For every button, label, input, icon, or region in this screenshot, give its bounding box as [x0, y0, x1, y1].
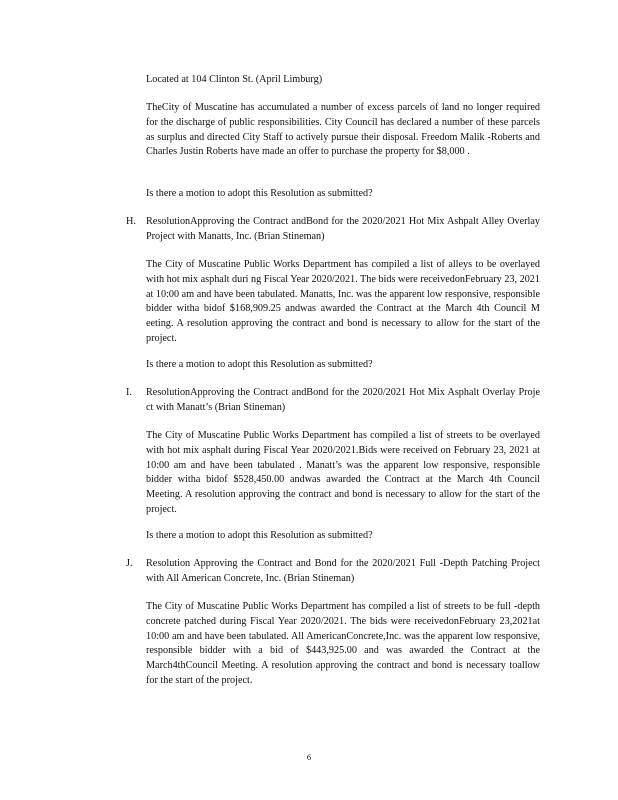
- intro-location-line: Located at 104 Clinton St. (April Limburg): [146, 74, 323, 85]
- item-j-body: The City of Muscatine Public Works Department has compiled a list of streets to be full -depth concrete patched during Fiscal Year 2020/2021. The bids were receivedonFebruary 23,2021at 10:00 am and have been tabulated. All AmericanConcrete,Inc. was the apparent low responsive, responsible bidder with a bid of $443,925.00 and was awarded the Contract at the March4thCouncil Meeting. A resolution approving the contract and bond is necessary toallow for the start of the project.: [146, 601, 540, 686]
- item-i-motion-question: Is there a motion to adopt this Resolution as submitted?: [146, 530, 373, 541]
- page-number: 6: [306, 752, 312, 762]
- intro-motion-question: Is there a motion to adopt this Resolution as submitted?: [146, 188, 373, 199]
- item-i-body: The City of Muscatine Public Works Department has compiled a list of streets to be overlayed with hot mix asphalt during Fiscal Year 2020/2021.Bids were received on February 23, 2021 at 10:00 am and have been tabulated . Manatt’s was the apparent low responsive, responsible bidder witha bidof $528,450.00 andwas awarded the Contract at the March 4th Council Meeting. A resolution approving the contract and bond is necessary to allow for the start of the project.: [146, 430, 540, 515]
- item-letter: I.: [126, 387, 132, 398]
- intro-paragraph: TheCity of Muscatine has accumulated a number of excess parcels of land no longer required for the discharge of public responsibilities. City Council has declared a number of these parcels as surplus and directed City Staff to actively pursue their disposal. Freedom Malik -Roberts and Charles Justin Roberts have made an offer to purchase the property for $8,000 .: [146, 102, 540, 158]
- item-letter: J.: [126, 558, 133, 569]
- item-heading: ResolutionApproving the Contract andBond for the 2020/2021 Hot Mix Asphalt Overlay Proje ct with Manatt’s (Brian Stineman): [146, 387, 540, 413]
- agenda-item-i: [126, 386, 540, 416]
- item-h-body: The City of Muscatine Public Works Department has compiled a list of alleys to be overlayed with hot mix asphalt duri ng Fiscal Year 2020/2021. The bids were receivedonFebruary 23, 2021 at 10:00 am and have been tabulated. Manatts, Inc. was the apparent low responsive, responsible bidder witha bidof $168,909.25 andwas awarded the Contract at the March 4th Council M eeting. A resolution approving the contract and bond is necessary to allow for the start of the project.: [146, 259, 540, 344]
- agenda-item-h: [126, 215, 540, 245]
- item-letter: H.: [126, 216, 136, 227]
- item-heading: ResolutionApproving the Contract andBond for the 2020/2021 Hot Mix Ashpalt Alley Overlay Project with Manatts, Inc. (Brian Stineman): [146, 216, 540, 242]
- agenda-item-j: [126, 557, 540, 587]
- item-h-motion-question: Is there a motion to adopt this Resolution as submitted?: [146, 359, 373, 370]
- item-heading: Resolution Approving the Contract and Bond for the 2020/2021 Full -Depth Patching Project with All American Concrete, Inc. (Brian Stineman): [146, 558, 540, 584]
